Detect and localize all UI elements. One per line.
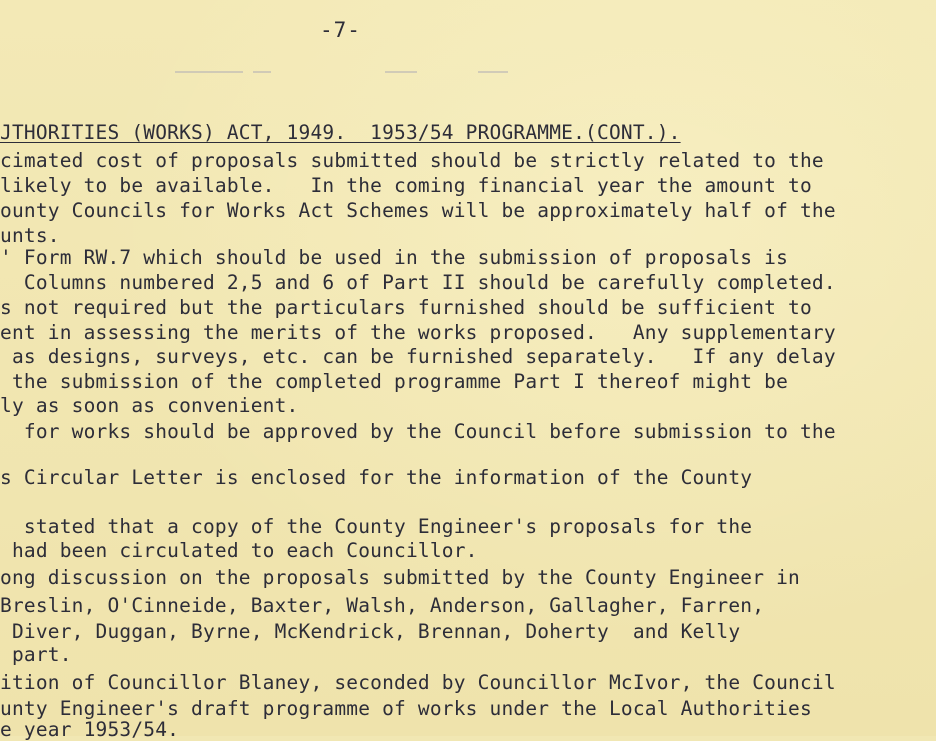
- text-line: ly as soon as convenient.: [0, 394, 299, 417]
- text-line: part.: [0, 643, 72, 666]
- text-line: stated that a copy of the County Engineer's proposals for the: [0, 515, 753, 538]
- text-line: ' Form RW.7 which should be used in the submission of proposals is: [0, 246, 789, 269]
- text-line: s not required but the particulars furnished should be sufficient to: [0, 296, 812, 319]
- text-line: Diver, Duggan, Byrne, McKendrick, Brennan, Doherty and Kelly: [0, 620, 741, 643]
- text-line: cimated cost of proposals submitted should be strictly related to the: [0, 149, 824, 172]
- text-line: for works should be approved by the Council before submission to the: [0, 420, 836, 443]
- page-number: -7-: [320, 18, 361, 42]
- text-line: the submission of the completed programme Part I thereof might be: [0, 370, 789, 393]
- ink-smudge: [385, 71, 417, 73]
- text-line: s Circular Letter is enclosed for the information of the County: [0, 466, 753, 489]
- text-line: unts.: [0, 224, 60, 247]
- text-line: ent in assessing the merits of the works proposed. Any supplementary: [0, 321, 836, 344]
- text-line: ong discussion on the proposals submitted by the County Engineer in: [0, 566, 800, 589]
- section-heading: JTHORITIES (WORKS) ACT, 1949. 1953/54 PROGRAMME.(CONT.).: [0, 121, 681, 144]
- text-line: ition of Councillor Blaney, seconded by Councillor McIvor, the Council: [0, 671, 836, 694]
- text-line: e year 1953/54.: [0, 718, 180, 741]
- ink-smudge: [478, 71, 508, 73]
- ink-smudge: [175, 71, 243, 73]
- text-line: Columns numbered 2,5 and 6 of Part II should be carefully completed.: [0, 271, 836, 294]
- text-line: unty Engineer's draft programme of works under the Local Authorities: [0, 697, 812, 720]
- text-line: likely to be available. In the coming financial year the amount to: [0, 174, 812, 197]
- text-line: ounty Councils for Works Act Schemes will be approximately half of the: [0, 199, 836, 222]
- text-line: Breslin, O'Cinneide, Baxter, Walsh, Anderson, Gallagher, Farren,: [0, 594, 765, 617]
- ink-smudge: [253, 71, 271, 73]
- text-line: as designs, surveys, etc. can be furnished separately. If any delay: [0, 345, 836, 368]
- text-line: had been circulated to each Councillor.: [0, 539, 478, 562]
